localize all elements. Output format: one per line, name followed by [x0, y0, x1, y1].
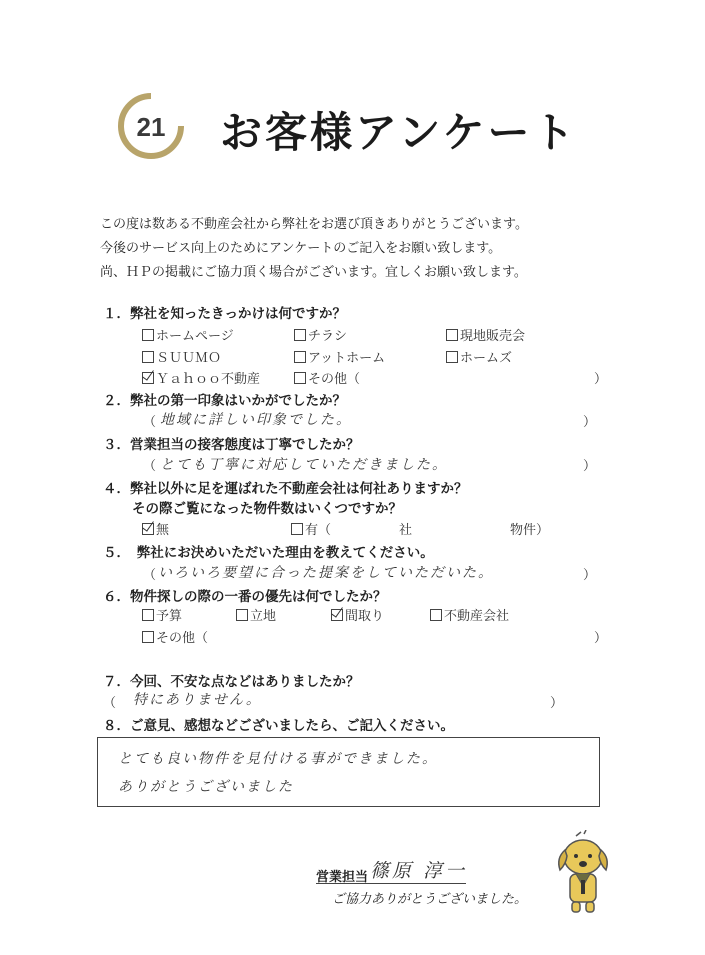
- checkbox[interactable]: [294, 329, 306, 341]
- option-label: 立地: [250, 609, 277, 624]
- option-label: Ｙａｈｏｏ不動産: [156, 372, 261, 387]
- comment-line-1: とても良い物件を見付ける事ができました。: [118, 751, 438, 767]
- option-label: チラシ: [308, 329, 348, 344]
- checkbox[interactable]: [294, 372, 306, 384]
- century21-logo: [117, 92, 185, 160]
- intro-line-1: この度は数ある不動産会社から弊社をお選び頂きありがとうございます。: [100, 217, 528, 232]
- q1-option-suumo[interactable]: [142, 347, 221, 366]
- q3-close-paren: ）: [583, 459, 597, 474]
- q2-close-paren: ）: [583, 415, 597, 430]
- option-label: ＳＵＵＭＯ: [156, 351, 222, 366]
- q2-answer[interactable]: 地域に詳しい印象でした。: [160, 412, 352, 428]
- q2-open-paren: （: [143, 415, 157, 430]
- option-label: 有（: [305, 523, 332, 538]
- option-label: その他（: [156, 631, 209, 646]
- checkbox[interactable]: [142, 329, 154, 341]
- q6-option-other[interactable]: [142, 627, 208, 646]
- intro-line-2: 今後のサービス向上のためにアンケートのご記入をお願い致します。: [100, 241, 502, 256]
- option-label: 現地販売会: [460, 329, 526, 344]
- q4-option-none[interactable]: [142, 519, 169, 538]
- q1-option-flyer[interactable]: [294, 325, 347, 344]
- checkbox[interactable]: [236, 609, 248, 621]
- q3-answer[interactable]: とても丁寧に対応していただきました。: [160, 457, 448, 473]
- checkbox-checked[interactable]: [331, 609, 343, 621]
- q6-option-agency[interactable]: [430, 605, 509, 624]
- option-label: ホームページ: [156, 329, 234, 344]
- signature-underline: [316, 883, 466, 884]
- checkbox-checked[interactable]: [142, 523, 154, 535]
- checkbox[interactable]: [142, 609, 154, 621]
- checkbox[interactable]: [446, 329, 458, 341]
- dog-mascot-icon: [548, 830, 618, 915]
- q1-close-paren: ）: [594, 372, 608, 387]
- checkbox[interactable]: [142, 631, 154, 643]
- q1-option-other[interactable]: [294, 368, 360, 387]
- intro-line-3: 尚、ＨＰの掲載にご協力頂く場合がございます。宜しくお願い致します。: [100, 265, 527, 280]
- q4-option-yes[interactable]: [291, 519, 331, 538]
- comment-line-2: ありがとうございました: [118, 779, 294, 795]
- q1-option-homes[interactable]: [446, 347, 512, 366]
- checkbox[interactable]: [291, 523, 303, 535]
- option-label: その他（: [308, 372, 361, 387]
- page-title: お客様アンケート: [220, 108, 578, 157]
- q1-option-yahoo[interactable]: [142, 368, 260, 387]
- q1-option-open-house[interactable]: [446, 325, 525, 344]
- option-label: 無: [156, 523, 170, 538]
- question-8: ８．ご意見、感想などございましたら、ご記入ください。: [103, 718, 454, 734]
- q7-open-paren: （: [103, 696, 117, 711]
- q4-property-unit: 物件）: [510, 523, 550, 538]
- staff-label: 営業担当: [316, 870, 369, 885]
- checkbox[interactable]: [430, 609, 442, 621]
- checkbox[interactable]: [446, 351, 458, 363]
- question-5: ５． 弊社にお決めいただいた理由を教えてください。: [103, 545, 434, 561]
- question-1: １．弊社を知ったきっかけは何ですか？: [103, 306, 346, 322]
- question-4-sub: その際ご覧になった物件数はいくつですか？: [132, 501, 402, 517]
- q6-option-budget[interactable]: [142, 605, 182, 624]
- option-label: 間取り: [345, 609, 385, 624]
- question-4: ４．弊社以外に足を運ばれた不動産会社は何社ありますか？: [103, 481, 468, 497]
- q7-answer[interactable]: 特にありません。: [133, 692, 262, 708]
- q5-answer[interactable]: いろいろ要望に合った提案をしていただいた。: [158, 565, 494, 581]
- q1-option-athome[interactable]: [294, 347, 385, 366]
- option-label: 不動産会社: [444, 609, 510, 624]
- option-label: 予算: [156, 609, 183, 624]
- q6-close-paren: ）: [594, 631, 608, 646]
- q4-company-unit: 社: [399, 523, 413, 538]
- checkbox-checked[interactable]: [142, 372, 154, 384]
- logo-text: 21: [136, 112, 166, 142]
- staff-name-signature: 篠原 淳一: [370, 860, 468, 882]
- option-label: アットホーム: [308, 351, 386, 366]
- q6-option-layout[interactable]: [331, 605, 384, 624]
- q5-close-paren: ）: [583, 568, 597, 583]
- question-7: ７．今回、不安な点などはありましたか？: [103, 674, 360, 690]
- q7-close-paren: ）: [550, 696, 564, 711]
- thanks-text: ご協力ありがとうございました。: [332, 892, 528, 907]
- question-3: ３．営業担当の接客態度は丁寧でしたか？: [103, 437, 360, 453]
- question-2: ２．弊社の第一印象はいかがでしたか？: [103, 393, 346, 409]
- checkbox[interactable]: [294, 351, 306, 363]
- option-label: ホームズ: [460, 351, 513, 366]
- checkbox[interactable]: [142, 351, 154, 363]
- q6-option-location[interactable]: [236, 605, 276, 624]
- q3-open-paren: （: [143, 459, 157, 474]
- q5-open-paren: （: [143, 568, 157, 583]
- q1-option-homepage[interactable]: [142, 325, 234, 344]
- question-6: ６．物件探しの際の一番の優先は何でしたか？: [103, 589, 387, 605]
